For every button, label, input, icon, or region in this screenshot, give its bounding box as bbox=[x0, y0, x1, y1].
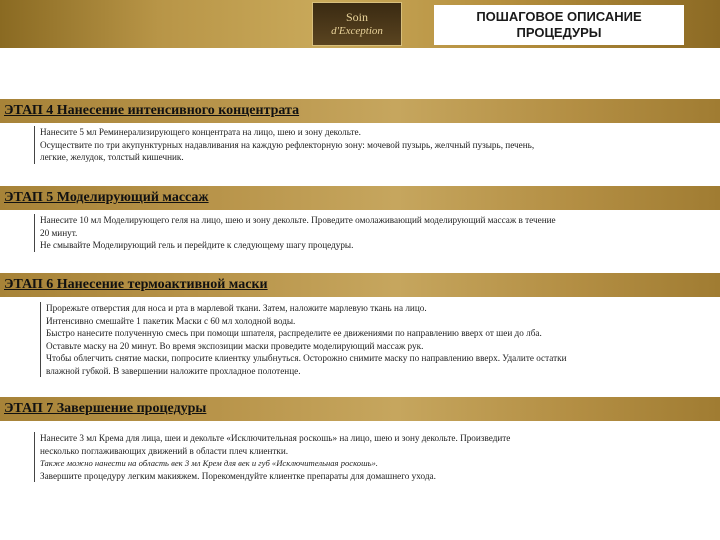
stage-4-line: Нанесите 5 мл Реминерализирующего концентрата на лицо, шею и зону декольте. bbox=[40, 127, 361, 137]
stage-4-title: ЭТАП 4 Нанесение интенсивного концентрата bbox=[0, 99, 720, 123]
stage-6-line: Интенсивно смешайте 1 пакетик Маски с 60 мл холодной воды. bbox=[46, 315, 296, 326]
stage-6-line: влажной губкой. В завершении наложите прохладное полотенце. bbox=[46, 365, 301, 376]
stage-4-body bbox=[34, 126, 718, 164]
stage-5-line: Нанесите 10 мл Моделирующего геля на лицо, шею и зону декольте. Проведите омолаживающий моделирующий массаж в течение bbox=[40, 215, 556, 225]
stage-7-line-italic: Также можно нанести на область век 3 мл Крем для век и губ «Исключительная роскошь». bbox=[40, 458, 378, 468]
stage-6-title: ЭТАП 6 Нанесение термоактивной маски bbox=[0, 273, 720, 297]
stage-7-body bbox=[34, 432, 718, 482]
stage-4-line: Осуществите по три акупунктурных надавливания на каждую рефлекторную зону: мочевой пузырь, желчный пузырь, печень, bbox=[40, 139, 535, 150]
stage-7-line: несколько поглаживающих движений в области плеч клиентки. bbox=[40, 445, 289, 456]
stage-5-body bbox=[34, 214, 718, 252]
stage-6-body bbox=[40, 302, 718, 377]
logo-line-1: Soin bbox=[345, 10, 368, 24]
stage-7-line: Нанесите 3 мл Крема для лица, шеи и декольте «Исключительная роскошь» на лицо, шею и зону декольте. Произведите bbox=[40, 433, 511, 443]
stage-6-line: Прорежьте отверстия для носа и рта в марлевой ткани. Затем, наложите марлевую ткань на лицо. bbox=[46, 303, 427, 313]
page-title-line-1: ПОШАГОВОЕ ОПИСАНИЕ bbox=[476, 9, 642, 24]
brand-logo bbox=[312, 2, 402, 46]
stage-7-title: ЭТАП 7 Завершение процедуры bbox=[0, 397, 720, 421]
stage-6-line: Чтобы облегчить снятие маски, попросите клиентку улыбнуться. Осторожно снимите маску по направлению вверх. Удалите остатки bbox=[46, 353, 567, 363]
page-title-line-2: ПРОЦЕДУРЫ bbox=[516, 25, 602, 40]
stage-5-line: 20 минут. bbox=[40, 227, 78, 238]
stage-7-line: Завершите процедуру легким макияжем. Порекомендуйте клиентке препараты для домашнего ухода. bbox=[40, 470, 436, 481]
stage-6-line: Оставьте маску на 20 минут. Во время экспозиции маски проведите моделирующий массаж рук. bbox=[46, 340, 424, 351]
stage-4-line: легкие, желудок, толстый кишечник. bbox=[40, 152, 184, 162]
stage-5-line: Не смывайте Моделирующий гель и перейдите к следующему шагу процедуры. bbox=[40, 240, 354, 250]
stage-6-line: Быстро нанесите полученную смесь при помощи шпателя, распределите ее движениями по направлению вверх от шеи до лба. bbox=[46, 328, 542, 338]
page-title bbox=[434, 5, 684, 45]
stage-5-title: ЭТАП 5 Моделирующий массаж bbox=[0, 186, 720, 210]
logo-line-2: d'Exception bbox=[331, 25, 383, 37]
